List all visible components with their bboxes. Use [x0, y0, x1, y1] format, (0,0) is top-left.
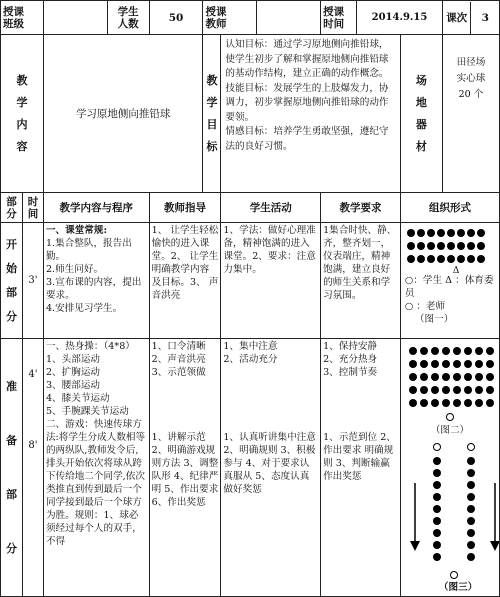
- prep-activity: [221, 339, 321, 597]
- requirement-line: 3、控制节奏: [323, 367, 378, 378]
- start-time: 3': [22, 223, 43, 339]
- warmup-line: 4、膝关节运动: [45, 393, 110, 404]
- routine-title: 一、课堂常规:: [45, 225, 108, 236]
- warmup-time: 4': [28, 369, 38, 380]
- prep-time: [22, 339, 43, 597]
- figure-1-caption: （图一）: [414, 314, 454, 325]
- relay-ring: [433, 443, 441, 451]
- requirement-line: 1、保持安静: [323, 341, 378, 352]
- content-line: 4.安排见习学生。: [45, 303, 123, 314]
- guide-line: 1、口令清晰: [151, 341, 206, 352]
- lesson-content: 学习原地侧向推铅球: [43, 35, 203, 193]
- content-label: 教 学 内 容: [1, 35, 44, 193]
- game-time: 8': [28, 440, 38, 451]
- students-value: 50: [149, 1, 203, 35]
- start-formation: [400, 223, 499, 339]
- warmup-line: 2、扩胸运动: [45, 367, 101, 378]
- teacher-marker: [446, 413, 454, 421]
- arrow-down-icon: [409, 483, 421, 553]
- content-line: 1.集合整队，报告出勤。: [45, 238, 132, 262]
- date-value: 2014.9.15: [357, 1, 443, 35]
- requirement-heading: 教学要求: [321, 193, 401, 223]
- warmup-line: 3、腰部运动: [45, 380, 101, 391]
- column-header-row: [1, 193, 500, 223]
- session-label: 课次: [446, 11, 468, 24]
- relay-column-left: [433, 457, 441, 561]
- legend-teacher: ○ ：老师: [404, 301, 446, 312]
- prep-requirement: [321, 339, 401, 597]
- students-label: 学生 人数: [117, 5, 139, 30]
- venue-equipment: [442, 35, 499, 193]
- prep-content: [43, 339, 149, 597]
- start-activity: 1、学法：做好心理准备，精神饱满的进入课堂。2、要求：注意力集中。: [221, 223, 321, 339]
- requirement-line: 2、充分热身: [323, 354, 378, 365]
- form-heading: 组织形式: [400, 193, 499, 223]
- session-value: 3: [481, 11, 489, 24]
- formation-grid-2: [409, 347, 497, 407]
- venue-label: 场 地 器 材: [400, 35, 442, 193]
- guide-heading: 教师指导: [149, 193, 221, 223]
- equipment-item: 实心球: [456, 73, 486, 84]
- warmup-line: 1、头部运动: [45, 354, 101, 365]
- figure-3-caption: （图三）: [438, 582, 478, 593]
- relay-diagram: [403, 443, 497, 583]
- venue-item: 田径场: [456, 57, 486, 68]
- start-guide: 1、 让学生轻松愉快的进入课堂。2、 让学生明确教学内容及目标。3、 声音洪亮: [149, 223, 221, 339]
- activity-line: 2、活动充分: [223, 354, 278, 365]
- equipment-count: 20 个: [458, 89, 484, 100]
- time-heading: 时 间: [22, 193, 43, 223]
- warmup-line: 5、手腕踝关节运动: [45, 406, 129, 417]
- goal-emotion: 情感目标：培养学生勇敢坚强，遵纪守法的良好习惯。: [225, 126, 389, 152]
- guide-line: 2、声音洪亮: [151, 354, 206, 365]
- game-activity: 1、认真听讲集中注意 2、明确规则 3、积极参与 4、对于要求认真服从 5、态度认真做好奖惩: [223, 432, 316, 495]
- start-content: [43, 223, 149, 339]
- game-requirement: 1、示范到位 2、作出要求 明确规则 3、判断输赢作出奖惩: [323, 432, 396, 482]
- monitor-symbol: Δ: [452, 266, 460, 276]
- class-label: 授课 班级: [3, 5, 24, 30]
- date-label: 授课 时间: [323, 5, 345, 30]
- goal-label: 教 学 目 标: [203, 35, 221, 193]
- prep-guide: [149, 339, 221, 597]
- arrow-down-icon: [489, 483, 500, 553]
- start-part-row: [1, 223, 500, 339]
- goal-skill: 技能目标：发展学生的上肢爆发力，协调力，初步掌握原地侧向推铅球的动作要领。: [225, 82, 389, 123]
- activity-heading: 学生活动: [221, 193, 321, 223]
- legend-students: ○：学生 Δ ：体育委员: [404, 275, 494, 299]
- prep-formation: [400, 339, 499, 597]
- prep-part-label: 准 备 部 分: [1, 339, 23, 597]
- content-line: 3.宣布课的内容，提出要求。: [45, 277, 142, 301]
- relay-column-right: [467, 457, 475, 561]
- lesson-goals: [221, 35, 401, 193]
- warmup-title: 一、热身操：（4*8）: [45, 341, 135, 352]
- formation-grid-1: [407, 229, 497, 263]
- content-heading: 教学内容与程序: [43, 193, 149, 223]
- content-line: 2.师生问好。: [45, 264, 104, 275]
- activity-line: 1、集中注意: [223, 341, 278, 352]
- game-guide: 1、讲解示范 2、明确游戏规则方法 3、调整队形 4、纪律严明 5、作出要求 6、作出奖惩: [151, 432, 219, 508]
- game-description: 二、游戏：快速传球方法:将学生分成人数相等的两纵队,教师发令后,排头开始依次将球从跨下传给地二个同学,依次类推直到传到最后一个同学接到最后一个球方为胜。规则：1、球必须经过每个人的双手，不得: [45, 419, 146, 547]
- teacher-value: [257, 1, 321, 35]
- guide-line: 3、示范领做: [151, 367, 206, 378]
- class-value: [43, 1, 107, 35]
- goals-row: [1, 35, 500, 193]
- prep-part-row: [1, 339, 500, 597]
- figure-2-caption: （图二）: [430, 425, 470, 436]
- teacher-label: 授课 教师: [205, 5, 227, 30]
- teacher-marker: [450, 571, 458, 579]
- goal-cognitive: 认知目标：通过学习原地侧向推铅球，使学生初步了解和掌握原地侧向推铅球的基动作结构，建立正确的动作概念。: [225, 39, 389, 79]
- relay-ring: [467, 443, 475, 451]
- start-part-label: 开 始 部 分: [1, 223, 23, 339]
- start-requirement: 1集合时快、静、齐，整齐划一，仪表端庄，精神饱满，建立良好的师生关系和学习氛围。: [321, 223, 401, 339]
- part-heading: 部 分: [1, 193, 23, 223]
- header-row: [1, 1, 500, 35]
